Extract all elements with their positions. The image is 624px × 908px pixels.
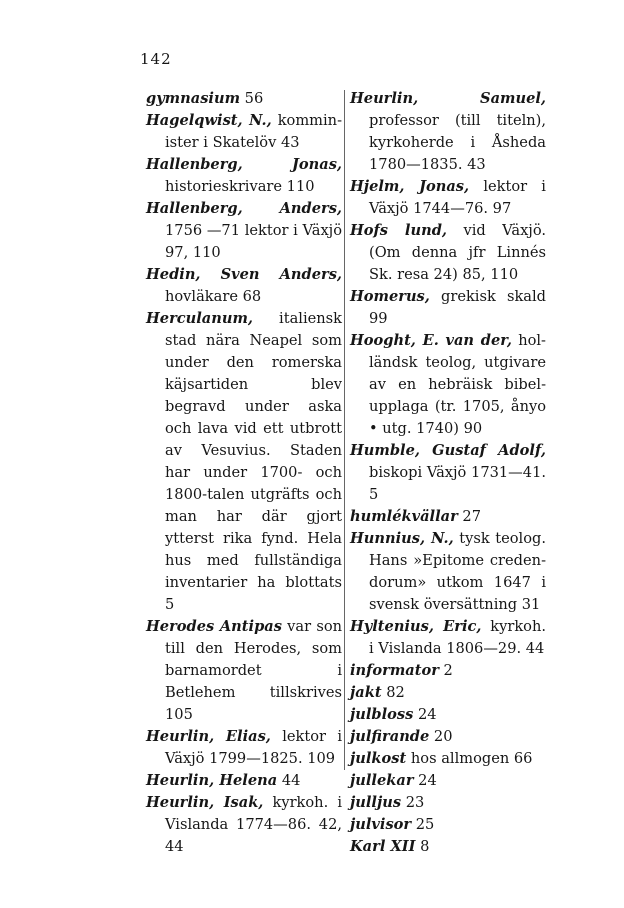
index-entry xyxy=(146,88,342,110)
entry-text: 25 xyxy=(411,816,435,833)
index-column-right xyxy=(350,88,546,858)
entry-headword: Heurlin, Elias, xyxy=(146,728,271,745)
index-entry xyxy=(350,770,546,792)
index-entry xyxy=(350,440,546,506)
entry-headword: Heurlin, Helena xyxy=(146,772,278,789)
index-entry xyxy=(146,726,342,770)
index-entry xyxy=(146,616,342,726)
entry-headword: Hunnius, N., xyxy=(350,530,454,547)
entry-text: professor (till titeln), kyrkoherde i Åsheda 1780—1835. 43 xyxy=(369,112,546,173)
entry-text: kyrkoh. i Vislanda 1774—86. 42, 44 xyxy=(165,794,342,855)
entry-headword: Heurlin, Isak, xyxy=(146,794,264,811)
entry-headword: informator xyxy=(350,662,439,679)
entry-headword: Hyltenius, Eric, xyxy=(350,618,482,635)
entry-headword: julfirande xyxy=(350,728,430,745)
entry-text: 44 xyxy=(277,772,301,789)
entry-text: 20 xyxy=(429,728,453,745)
entry-headword: Heurlin, Samuel, xyxy=(350,90,546,107)
entry-text: 8 xyxy=(415,838,430,855)
entry-text: 24 xyxy=(413,772,437,789)
entry-text: 1756 —71 lektor i Växjö 97, 110 xyxy=(165,222,342,261)
entry-headword: julkost xyxy=(350,750,407,767)
index-entry xyxy=(350,88,546,176)
entry-headword: humlékvällar xyxy=(350,508,458,525)
entry-headword: Homerus, xyxy=(350,288,430,305)
entry-headword: Hedin, Sven Anders, xyxy=(146,266,342,283)
entry-headword: gymnasium xyxy=(146,90,241,107)
index-entry xyxy=(350,704,546,726)
entry-text: 24 xyxy=(413,706,437,723)
entry-headword: Hallenberg, Jonas, xyxy=(146,156,342,173)
entry-text: hos allmogen 66 xyxy=(406,750,533,767)
index-entry xyxy=(350,792,546,814)
entry-text: kyrkoh. i Vislanda 1806—29. 44 xyxy=(369,618,546,657)
index-entry xyxy=(350,330,546,440)
entry-headword: Karl XII xyxy=(350,838,416,855)
entry-text: hovläkare 68 xyxy=(165,288,262,305)
index-entry xyxy=(146,308,342,616)
index-entry xyxy=(350,616,546,660)
entry-headword: jullekar xyxy=(350,772,414,789)
index-entry xyxy=(350,528,546,616)
entry-text: lektor i Växjö 1744—76. 97 xyxy=(369,178,546,217)
index-entry xyxy=(350,220,546,286)
entry-headword: jakt xyxy=(350,684,382,701)
index-column-left xyxy=(146,88,342,858)
entry-text: holländsk teolog, utgivare av en hebräisk bibelupplaga (tr. 1705, ånyo • utg. 1740) 90 xyxy=(369,332,546,437)
index-entry xyxy=(350,286,546,330)
entry-headword: Herodes Antipas xyxy=(146,618,282,635)
entry-headword: Hjelm, Jonas, xyxy=(350,178,470,195)
entry-text: komminister i Skatelöv 43 xyxy=(165,112,343,151)
index-entry xyxy=(350,660,546,682)
index-entry xyxy=(146,770,342,792)
index-entry xyxy=(146,792,342,858)
entry-text: 56 xyxy=(240,90,264,107)
entry-text: lektor i Växjö 1799—1825. 109 xyxy=(165,728,342,767)
entry-text: var son till den Herodes, som barnamordet i Betlehem tillskrives 105 xyxy=(165,618,342,723)
entry-text: grekisk skald 99 xyxy=(369,288,546,327)
entry-headword: Hofs lund, xyxy=(350,222,447,239)
entry-headword: Hooght, E. van der, xyxy=(350,332,512,349)
index-entry xyxy=(350,682,546,704)
index-entry xyxy=(350,726,546,748)
page-number: 142 xyxy=(140,50,172,68)
index-entry xyxy=(350,748,546,770)
index-entry xyxy=(146,110,342,154)
entry-text: 2 xyxy=(438,662,453,679)
entry-headword: julljus xyxy=(350,794,402,811)
entry-headword: Hallenberg, Anders, xyxy=(146,200,342,217)
column-divider xyxy=(344,90,345,770)
index-entry xyxy=(350,176,546,220)
entry-headword: Humble, Gustaf Adolf, xyxy=(350,442,546,459)
index-entry xyxy=(146,198,342,264)
entry-text: tysk teolog. Hans »Epitome credendorum» utkom 1647 i svensk översättning 31 xyxy=(369,530,546,613)
entry-text: 23 xyxy=(401,794,425,811)
entry-headword: julbloss xyxy=(350,706,414,723)
entry-text: vid Växjö. (Om denna jfr Linnés Sk. resa 24) 85, 110 xyxy=(369,222,546,283)
index-entry xyxy=(350,814,546,836)
entry-text: 82 xyxy=(381,684,405,701)
entry-headword: julvisor xyxy=(350,816,412,833)
entry-text: italiensk stad nära Neapel som under den romerska käjsartiden blev begravd under aska och lava vid ett utbrott av Vesuvius. Staden har under 1700- och 1800-talen utgräfts och man har där gjort ytterst rika fynd. Hela hus med fullständiga inventarier ha blottats 5 xyxy=(165,310,342,613)
entry-text: 27 xyxy=(457,508,481,525)
index-entry xyxy=(146,264,342,308)
index-entry xyxy=(350,836,546,858)
entry-text: biskopi Växjö 1731—41. 5 xyxy=(369,464,546,503)
entry-headword: Herculanum, xyxy=(146,310,254,327)
index-entry xyxy=(350,506,546,528)
entry-headword: Hagelqwist, N., xyxy=(146,112,272,129)
entry-text: historieskrivare 110 xyxy=(165,178,315,195)
index-entry xyxy=(146,154,342,198)
